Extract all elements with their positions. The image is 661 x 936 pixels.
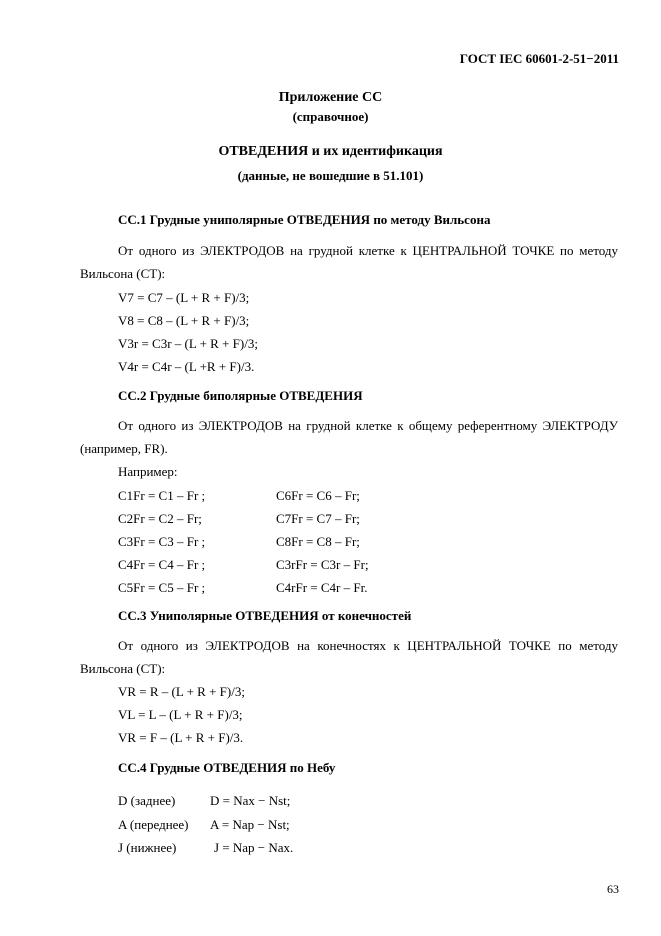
lead-name-d: D (заднее) (118, 793, 176, 808)
document-number: ГОСТ IEC 60601-2-51−2011 (459, 51, 619, 66)
formula-d: D = Nax − Nst; (210, 793, 291, 808)
formula-c4fr: C4Fr = C4 – Fr ; (118, 557, 206, 572)
appendix-subheading: (данные, не вошедшие в 51.101) (237, 168, 424, 183)
page-number: 63 (607, 882, 619, 896)
appendix-title: Приложение СС (278, 90, 383, 105)
formula-c2fr: C2Fr = C2 – Fr; (118, 511, 202, 526)
section-heading-cc2: СС.2 Грудные биполярные ОТВЕДЕНИЯ (118, 388, 363, 403)
formula-v3r: V3r = C3r – (L + R + F)/3; (118, 336, 258, 351)
formula-c4rfr: C4rFr = C4r – Fr. (276, 580, 368, 595)
formula-c3rfr: C3rFr = C3r – Fr; (276, 557, 369, 572)
paragraph-cc1-line2: Вильсона (СТ): (80, 266, 166, 281)
paragraph-cc2-line1: От одного из ЭЛЕКТРОДОВ на грудной клетке к общему референтному ЭЛЕКТРОДУ (118, 418, 618, 433)
example-label: Например: (118, 464, 178, 479)
formula-c1fr: C1Fr = C1 – Fr ; (118, 488, 206, 503)
formula-c3fr: C3Fr = C3 – Fr ; (118, 534, 206, 549)
formula-vf: VR = F – (L + R + F)/3. (118, 730, 244, 745)
formula-j: J = Nap − Nax. (214, 840, 294, 855)
paragraph-cc1-line1: От одного из ЭЛЕКТРОДОВ на грудной клетке к ЦЕНТРАЛЬНОЙ ТОЧКЕ по методу (118, 243, 618, 258)
lead-name-j: J (нижнее) (118, 840, 177, 855)
formula-vl: VL = L – (L + R + F)/3; (118, 707, 243, 722)
formula-c8fr: C8Fr = C8 – Fr; (276, 534, 360, 549)
formula-v8: V8 = C8 – (L + R + F)/3; (118, 313, 250, 328)
section-heading-cc3: СС.3 Униполярные ОТВЕДЕНИЯ от конечностей (118, 608, 412, 623)
paragraph-cc2-line2: (например, FR). (80, 441, 168, 456)
paragraph-cc3-line2: Вильсона (СТ): (80, 661, 166, 676)
appendix-subtitle: (справочное) (292, 109, 369, 124)
formula-c6fr: C6Fr = C6 – Fr; (276, 488, 360, 503)
lead-name-a: A (переднее) (118, 817, 189, 832)
formula-vr: VR = R – (L + R + F)/3; (118, 684, 245, 699)
formula-a: A = Nap − Nst; (210, 817, 290, 832)
section-heading-cc1: СС.1 Грудные униполярные ОТВЕДЕНИЯ по методу Вильсона (118, 212, 491, 227)
formula-v7: V7 = C7 – (L + R + F)/3; (118, 290, 250, 305)
appendix-heading: ОТВЕДЕНИЯ и их идентификация (218, 144, 443, 159)
section-heading-cc4: СС.4 Грудные ОТВЕДЕНИЯ по Небу (118, 760, 336, 775)
paragraph-cc3-line1: От одного из ЭЛЕКТРОДОВ на конечностях к ЦЕНТРАЛЬНОЙ ТОЧКЕ по методу (118, 638, 618, 653)
formula-c5fr: C5Fr = C5 – Fr ; (118, 580, 206, 595)
formula-c7fr: C7Fr = C7 – Fr; (276, 511, 360, 526)
formula-v4r: V4r = C4r – (L +R + F)/3. (118, 359, 255, 374)
